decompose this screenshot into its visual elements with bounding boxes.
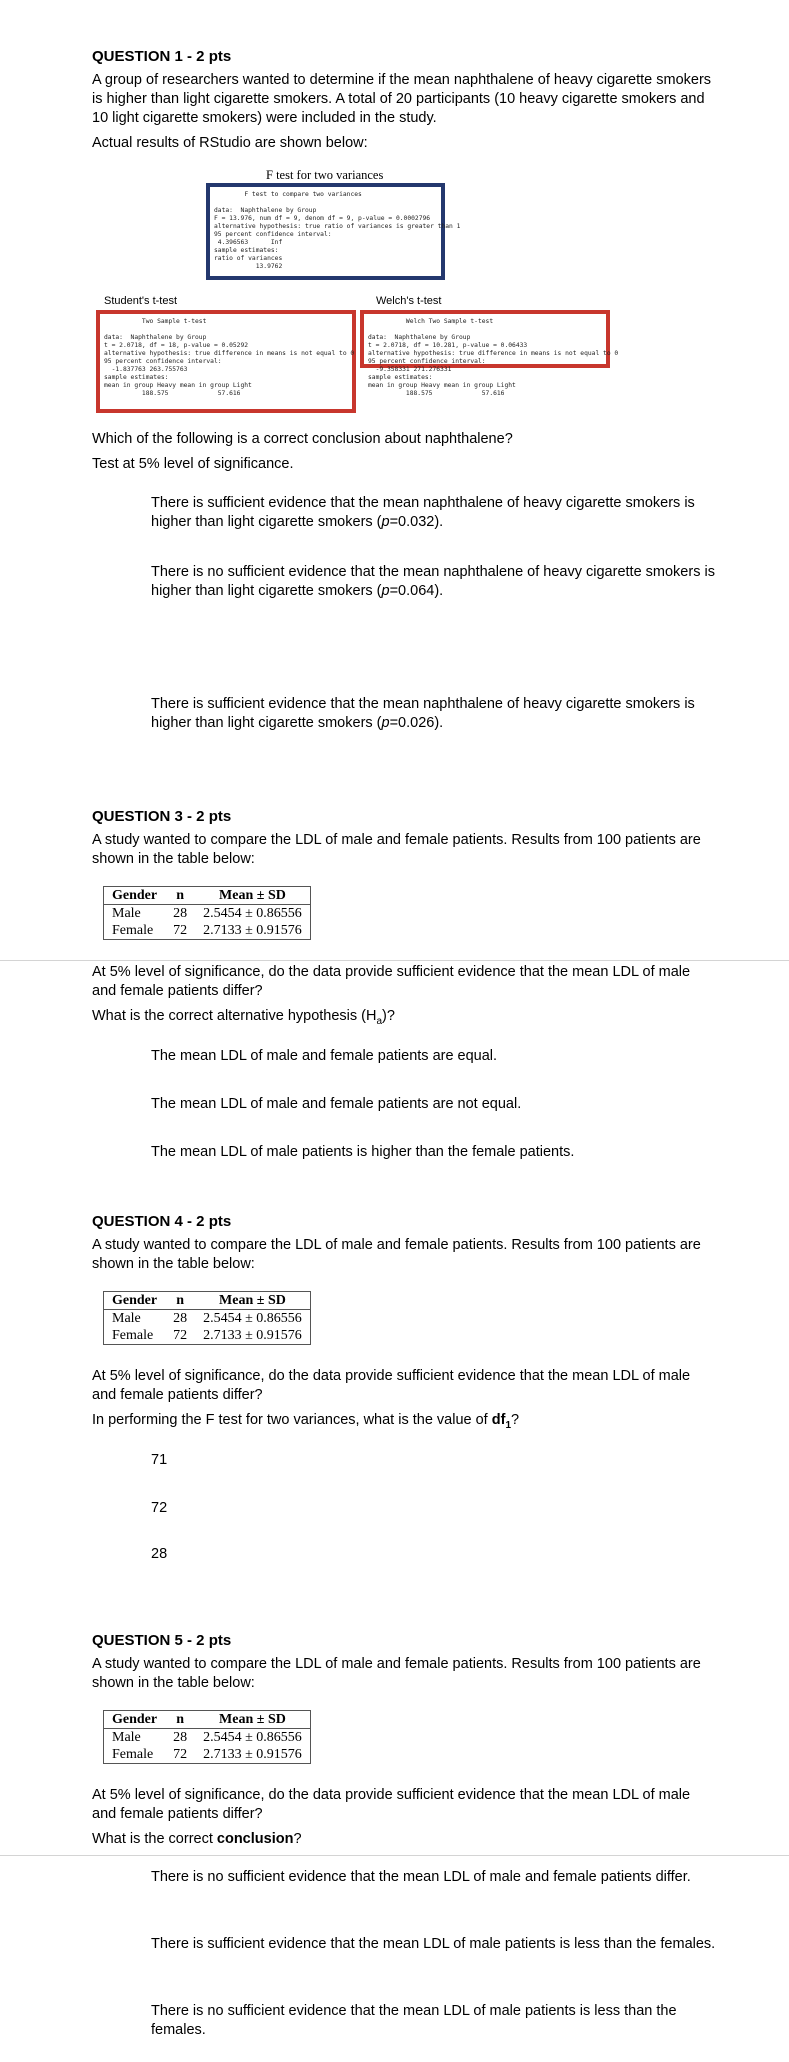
question-heading: QUESTION 5 - 2 pts	[92, 1632, 232, 1649]
answer-option[interactable]: There is sufficient evidence that the mean naphthalene of heavy cigarette smokers is higher than light cigarette smokers (p=0.032).	[151, 495, 695, 530]
ldl-table	[103, 1291, 311, 1345]
ldl-table	[103, 886, 311, 940]
question-1	[92, 48, 712, 159]
answer-option[interactable]: There is sufficient evidence that the mean naphthalene of heavy cigarette smokers is higher than light cigarette smokers (p=0.026).	[151, 696, 695, 731]
answer-option[interactable]: There is no sufficient evidence that the mean LDL of male patients is less than the females.	[151, 2003, 677, 2038]
table-header: Gender	[104, 887, 166, 905]
question-text: Which of the following is a correct conclusion about naphthalene?	[92, 431, 513, 447]
table-header: n	[165, 1711, 195, 1729]
table-row: Male 28 2.5454 ± 0.86556	[112, 906, 302, 921]
answer-option[interactable]: 28	[151, 1546, 168, 1562]
question-stem: A group of researchers wanted to determine if the mean naphthalene of heavy cigarette smokers is higher than light cigarette smokers. A total of 20 participants (10 heavy cigarette smokers and 10 light cigarette smokers) were included in the study.	[92, 72, 712, 126]
student-ttest-output: Two Sample t-test data: Naphthalene by Group t = 2.0718, df = 18, p-value = 0.05292 alternative hypothesis: true difference in means is not equal to 0 95 percent confidence interval: -1.837763 263.755763 sample estimates: mean in group Heavy mean in group Light 188.575 57.616	[96, 310, 356, 413]
answer-option[interactable]: 72	[151, 1500, 168, 1516]
question-heading: QUESTION 1 - 2 pts	[92, 48, 232, 65]
table-row: Female 72 2.7133 ± 0.91576	[112, 923, 302, 938]
question-4	[92, 1213, 712, 1280]
answer-option[interactable]: 71	[151, 1452, 168, 1468]
question-3-prompt	[92, 963, 712, 1037]
table-header: Mean ± SD	[195, 1292, 310, 1310]
question-heading: QUESTION 4 - 2 pts	[92, 1213, 232, 1230]
table-header: Mean ± SD	[195, 887, 310, 905]
table-row: Male 28 2.5454 ± 0.86556	[112, 1311, 302, 1326]
question-text: What is the correct conclusion?	[92, 1831, 302, 1847]
table-row: Male 28 2.5454 ± 0.86556	[112, 1730, 302, 1745]
page-divider	[0, 1855, 789, 1856]
answer-option[interactable]: There is no sufficient evidence that the mean naphthalene of heavy cigarette smokers is higher than light cigarette smokers (p=0.064).	[151, 564, 715, 599]
welch-ttest-caption: Welch's t-test	[376, 295, 442, 307]
ldl-table	[103, 1710, 311, 1764]
table-header: Mean ± SD	[195, 1711, 310, 1729]
question-5-prompt	[92, 1786, 712, 1855]
question-text: In performing the F test for two variances, what is the value of $df_1$?	[92, 1412, 520, 1431]
ftest-output: F test to compare two variances data: Naphthalene by Group F = 13.976, num df = 9, denom df = 9, p-value = 0.0002796 alternative hypothesis: true ratio of variances is greater than 1 95 percent confidence interval: 4.396563 Inf sample estimates: ratio of variances 13.9762	[206, 183, 445, 280]
question-context: At 5% level of significance, do the data provide sufficient evidence that the mean LDL of male and female patients differ?	[92, 1787, 691, 1822]
table-header: Gender	[104, 1711, 166, 1729]
answer-option[interactable]: The mean LDL of male and female patients are not equal.	[151, 1096, 522, 1112]
table-row: Female 72 2.7133 ± 0.91576	[112, 1328, 302, 1343]
question-context: At 5% level of significance, do the data provide sufficient evidence that the mean LDL of male and female patients differ?	[92, 1368, 691, 1403]
answer-option[interactable]: The mean LDL of male and female patients are equal.	[151, 1048, 498, 1064]
ftest-caption: F test for two variances	[266, 168, 384, 182]
answer-option[interactable]: The mean LDL of male patients is higher than the female patients.	[151, 1144, 575, 1160]
table-row: Female 72 2.7133 ± 0.91576	[112, 1747, 302, 1762]
table-header: Gender	[104, 1292, 166, 1310]
question-1-prompt	[92, 430, 712, 480]
question-heading: QUESTION 3 - 2 pts	[92, 808, 232, 825]
welch-ttest-output: Welch Two Sample t-test data: Naphthalene by Group t = 2.0718, df = 10.281, p-value = 0.06433 alternative hypothesis: true difference in means is not equal to 0 95 percent confidence interval: -9.358331 271.276331 sample estimates: mean in group Heavy mean in group Light 188.575 57.616	[360, 310, 610, 368]
question-5	[92, 1632, 712, 1699]
student-ttest-caption: Student's t-test	[104, 295, 178, 307]
question-stem: A study wanted to compare the LDL of male and female patients. Results from 100 patients are shown in the table below:	[92, 1656, 701, 1691]
question-3	[92, 808, 712, 875]
significance-note: Test at 5% level of significance.	[92, 456, 294, 472]
question-stem: A study wanted to compare the LDL of male and female patients. Results from 100 patients are shown in the table below:	[92, 832, 701, 867]
page-divider	[0, 960, 789, 961]
results-intro: Actual results of RStudio are shown below:	[92, 135, 368, 151]
answer-option[interactable]: There is sufficient evidence that the mean LDL of male patients is less than the females.	[151, 1936, 716, 1952]
table-header: n	[165, 887, 195, 905]
table-header: n	[165, 1292, 195, 1310]
question-context: At 5% level of significance, do the data provide sufficient evidence that the mean LDL of male and female patients differ?	[92, 964, 691, 999]
question-stem: A study wanted to compare the LDL of male and female patients. Results from 100 patients are shown in the table below:	[92, 1237, 701, 1272]
question-4-prompt	[92, 1367, 712, 1441]
question-text: What is the correct alternative hypothesis $(H_a)$?	[92, 1008, 395, 1027]
answer-option[interactable]: There is no sufficient evidence that the mean LDL of male and female patients differ.	[151, 1869, 691, 1885]
